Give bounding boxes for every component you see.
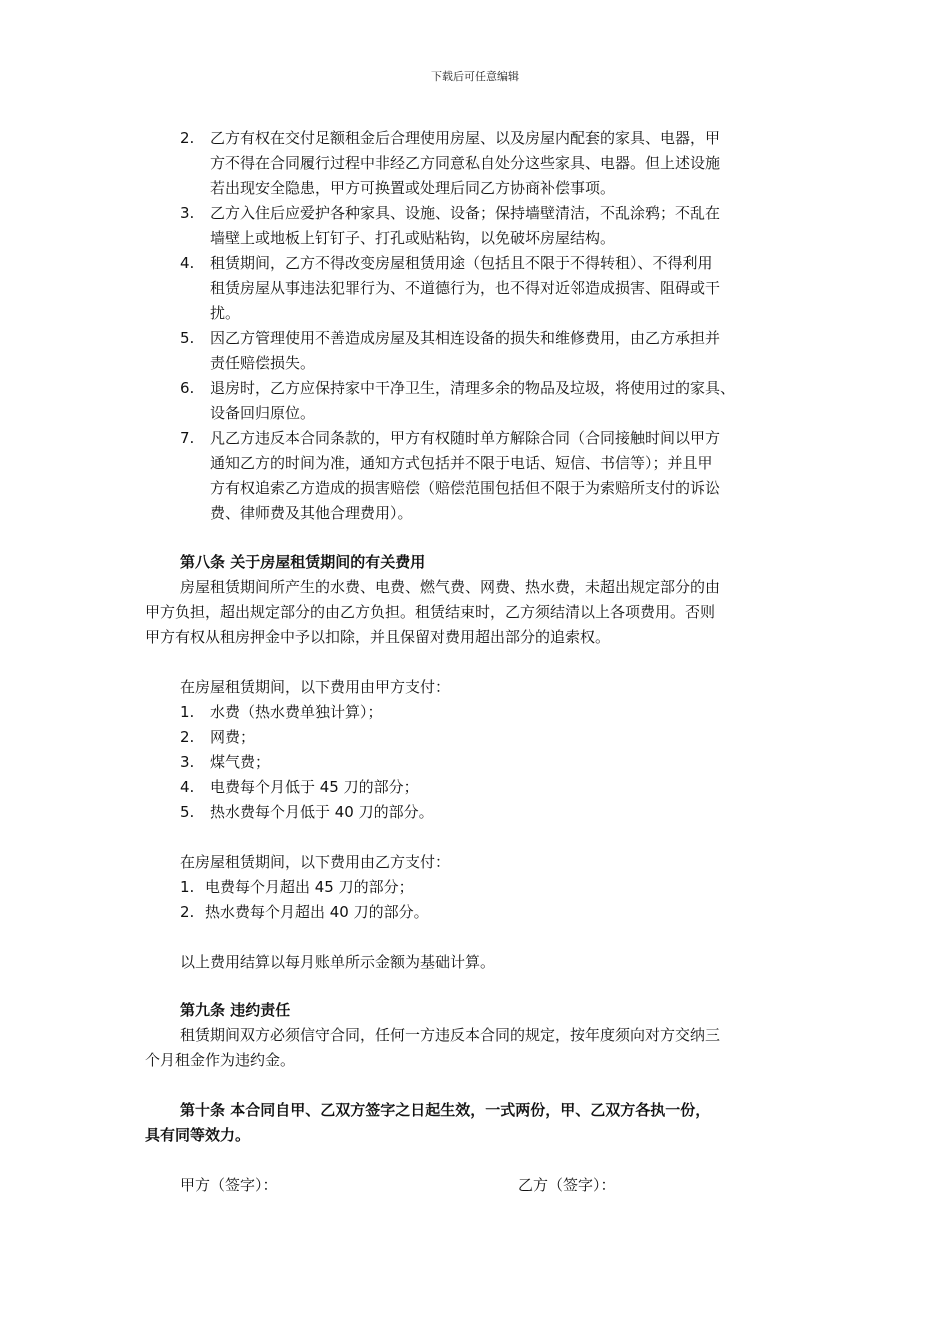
clause-6-line-1: 退房时，乙方应保持家中干净卫生，清理多余的物品及垃圾，将使用过的家具、 — [210, 379, 736, 397]
article-8-para-line-3: 甲方有权从租房押金中予以扣除，并且保留对费用超出部分的追索权。 — [145, 628, 611, 646]
article-9-title: 第九条 违约责任 — [180, 1001, 291, 1019]
tenant-fee-2-number: 2. — [180, 903, 195, 921]
page-header: 下载后可任意编辑 — [431, 70, 519, 83]
landlord-fee-2-number: 2. — [180, 728, 195, 746]
clause-4-line-1: 租赁期间，乙方不得改变房屋租赁用途（包括且不限于不得转租）、不得利用 — [210, 254, 713, 272]
clause-2-number: 2. — [180, 129, 195, 147]
article-8-para-line-1: 房屋租赁期间所产生的水费、电费、燃气费、网费、热水费，未超出规定部分的由 — [180, 578, 721, 596]
landlord-fee-5-number: 5. — [180, 803, 195, 821]
article-10-line-1: 第十条 本合同自甲、乙双方签字之日起生效，一式两份，甲、乙双方各执一份， — [180, 1101, 711, 1119]
clause-6-line-2: 设备回归原位。 — [210, 404, 316, 422]
landlord-fee-4-number: 4. — [180, 778, 195, 796]
article-9-para-line-1: 租赁期间双方必须信守合同，任何一方违反本合同的规定，按年度须向对方交纳三 — [180, 1026, 721, 1044]
clause-6-number: 6. — [180, 379, 195, 397]
clause-2-line-3: 若出现安全隐患，甲方可换置或处理后同乙方协商补偿事项。 — [210, 179, 616, 197]
landlord-fee-5: 热水费每个月低于 40 刀的部分。 — [210, 803, 434, 821]
party-b-signature-label: 乙方（签字）： — [518, 1176, 616, 1194]
tenant-fees-intro: 在房屋租赁期间，以下费用由乙方支付： — [180, 853, 451, 871]
clause-5-number: 5. — [180, 329, 195, 347]
tenant-fee-2: 热水费每个月超出 40 刀的部分。 — [205, 903, 429, 921]
tenant-fee-1-number: 1. — [180, 878, 195, 896]
clause-4-number: 4. — [180, 254, 195, 272]
article-8-para-line-2: 甲方负担，超出规定部分的由乙方负担。租赁结束时，乙方须结清以上各项费用。否则 — [145, 603, 716, 621]
clause-3-number: 3. — [180, 204, 195, 222]
landlord-fees-intro: 在房屋租赁期间，以下费用由甲方支付： — [180, 678, 451, 696]
landlord-fee-3: 煤气费； — [210, 753, 271, 771]
article-10-line-2: 具有同等效力。 — [145, 1126, 251, 1144]
clause-7-line-3: 方有权追索乙方造成的损害赔偿（赔偿范围包括但不限于为索赔所支付的诉讼 — [210, 479, 721, 497]
clause-5-line-2: 责任赔偿损失。 — [210, 354, 316, 372]
landlord-fee-2: 网费； — [210, 728, 256, 746]
clause-5-line-1: 因乙方管理使用不善造成房屋及其相连设备的损失和维修费用，由乙方承担并 — [210, 329, 721, 347]
tenant-fee-1: 电费每个月超出 45 刀的部分； — [205, 878, 414, 896]
article-9-para-line-2: 个月租金作为违约金。 — [145, 1051, 296, 1069]
clause-2-line-2: 方不得在合同履行过程中非经乙方同意私自处分这些家具、电器。但上述设施 — [210, 154, 721, 172]
party-a-signature-label: 甲方（签字）： — [180, 1176, 278, 1194]
landlord-fee-1: 水费（热水费单独计算）； — [210, 703, 383, 721]
article-8-title: 第八条 关于房屋租赁期间的有关费用 — [180, 553, 426, 571]
landlord-fee-3-number: 3. — [180, 753, 195, 771]
clause-3-line-1: 乙方入住后应爱护各种家具、设施、设备；保持墙壁清洁，不乱涂鸦；不乱在 — [210, 204, 721, 222]
clause-4-line-3: 扰。 — [210, 304, 241, 322]
clause-7-line-4: 费、律师费及其他合理费用）。 — [210, 504, 413, 522]
clause-7-line-1: 凡乙方违反本合同条款的，甲方有权随时单方解除合同（合同接触时间以甲方 — [210, 429, 721, 447]
landlord-fee-4: 电费每个月低于 45 刀的部分； — [210, 778, 419, 796]
clause-3-line-2: 墙壁上或地板上钉钉子、打孔或贴粘钩，以免破坏房屋结构。 — [210, 229, 616, 247]
clause-7-number: 7. — [180, 429, 195, 447]
clause-7-line-2: 通知乙方的时间为准，通知方式包括并不限于电话、短信、书信等）；并且甲 — [210, 454, 713, 472]
landlord-fee-1-number: 1. — [180, 703, 195, 721]
fee-settlement-note: 以上费用结算以每月账单所示金额为基础计算。 — [180, 953, 496, 971]
clause-2-line-1: 乙方有权在交付足额租金后合理使用房屋、以及房屋内配套的家具、电器，甲 — [210, 129, 721, 147]
clause-4-line-2: 租赁房屋从事违法犯罪行为、不道德行为，也不得对近邻造成损害、阻碍或干 — [210, 279, 721, 297]
